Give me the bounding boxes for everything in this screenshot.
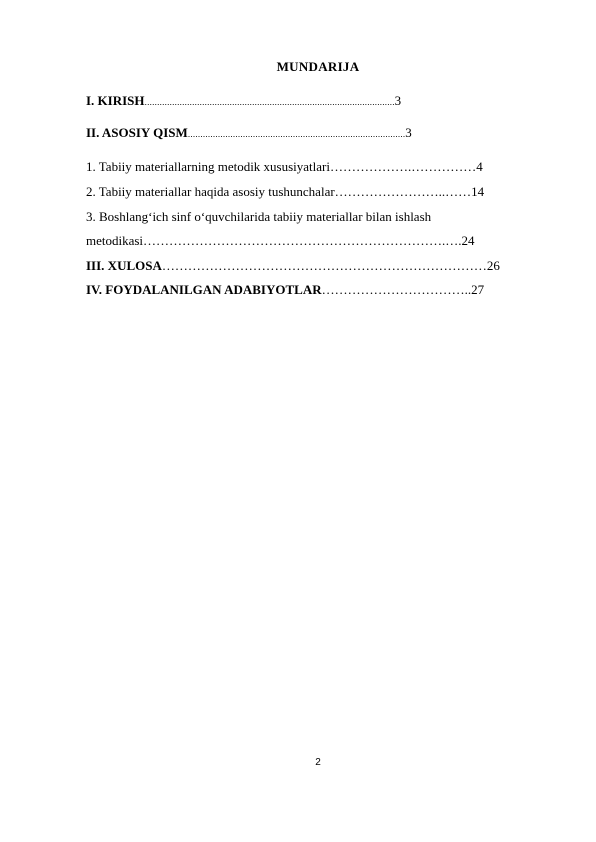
toc-page-number: 27 [471, 282, 485, 297]
page-title: MUNDARIJA [276, 59, 360, 74]
toc-leader: ……………….…………… [330, 159, 477, 174]
toc-label: 1. Tabiiy materiallarning metodik xususiyatlari [86, 159, 330, 174]
toc-page-number: 3 [394, 93, 402, 108]
toc-page-number: 4 [476, 159, 483, 174]
page-number: 2 [315, 757, 321, 768]
toc-leader: .................................................................................................... [144, 97, 395, 107]
toc-page-number: 24 [461, 233, 475, 248]
toc-entry-adabiyotlar[interactable] [86, 282, 484, 298]
toc-label: 2. Tabiiy materiallar haqida asosiy tushunchalar [86, 184, 335, 199]
toc-page-number: 3 [405, 125, 412, 140]
toc-entry-xulosa[interactable] [86, 258, 500, 274]
toc-label: I. KIRISH [86, 93, 145, 108]
toc-page-number: 26 [486, 258, 500, 273]
toc-entry-kirish[interactable] [86, 93, 401, 110]
toc-leader: ……………………..…… [334, 184, 472, 199]
toc-leader: ………………………………………………………………… [161, 258, 487, 273]
toc-entry-metodikasi[interactable] [86, 233, 475, 249]
toc-label: 3. Boshlang‘ich sinf o‘quvchilarida tabiiy materiallar bilan ishlash [86, 209, 432, 224]
toc-entry-asosiy-qism[interactable] [86, 125, 412, 142]
toc-leader: …………………………………………………………….…. [143, 233, 462, 248]
toc-entry-metodik-xususiyatlari[interactable] [86, 159, 483, 175]
toc-label: III. XULOSA [86, 258, 162, 273]
toc-label: IV. FOYDALANILGAN ADABIYOTLAR [86, 282, 322, 297]
toc-entry-boshlangich-sinf[interactable] [86, 209, 431, 225]
toc-label: metodikasi [86, 233, 144, 248]
toc-entry-asosiy-tushunchalar[interactable] [86, 184, 484, 200]
toc-label: II. ASOSIY QISM [86, 125, 188, 140]
toc-leader: …………………………….. [321, 282, 472, 297]
toc-leader: ....................................................................................... [187, 129, 406, 139]
toc-page-number: 14 [471, 184, 485, 199]
